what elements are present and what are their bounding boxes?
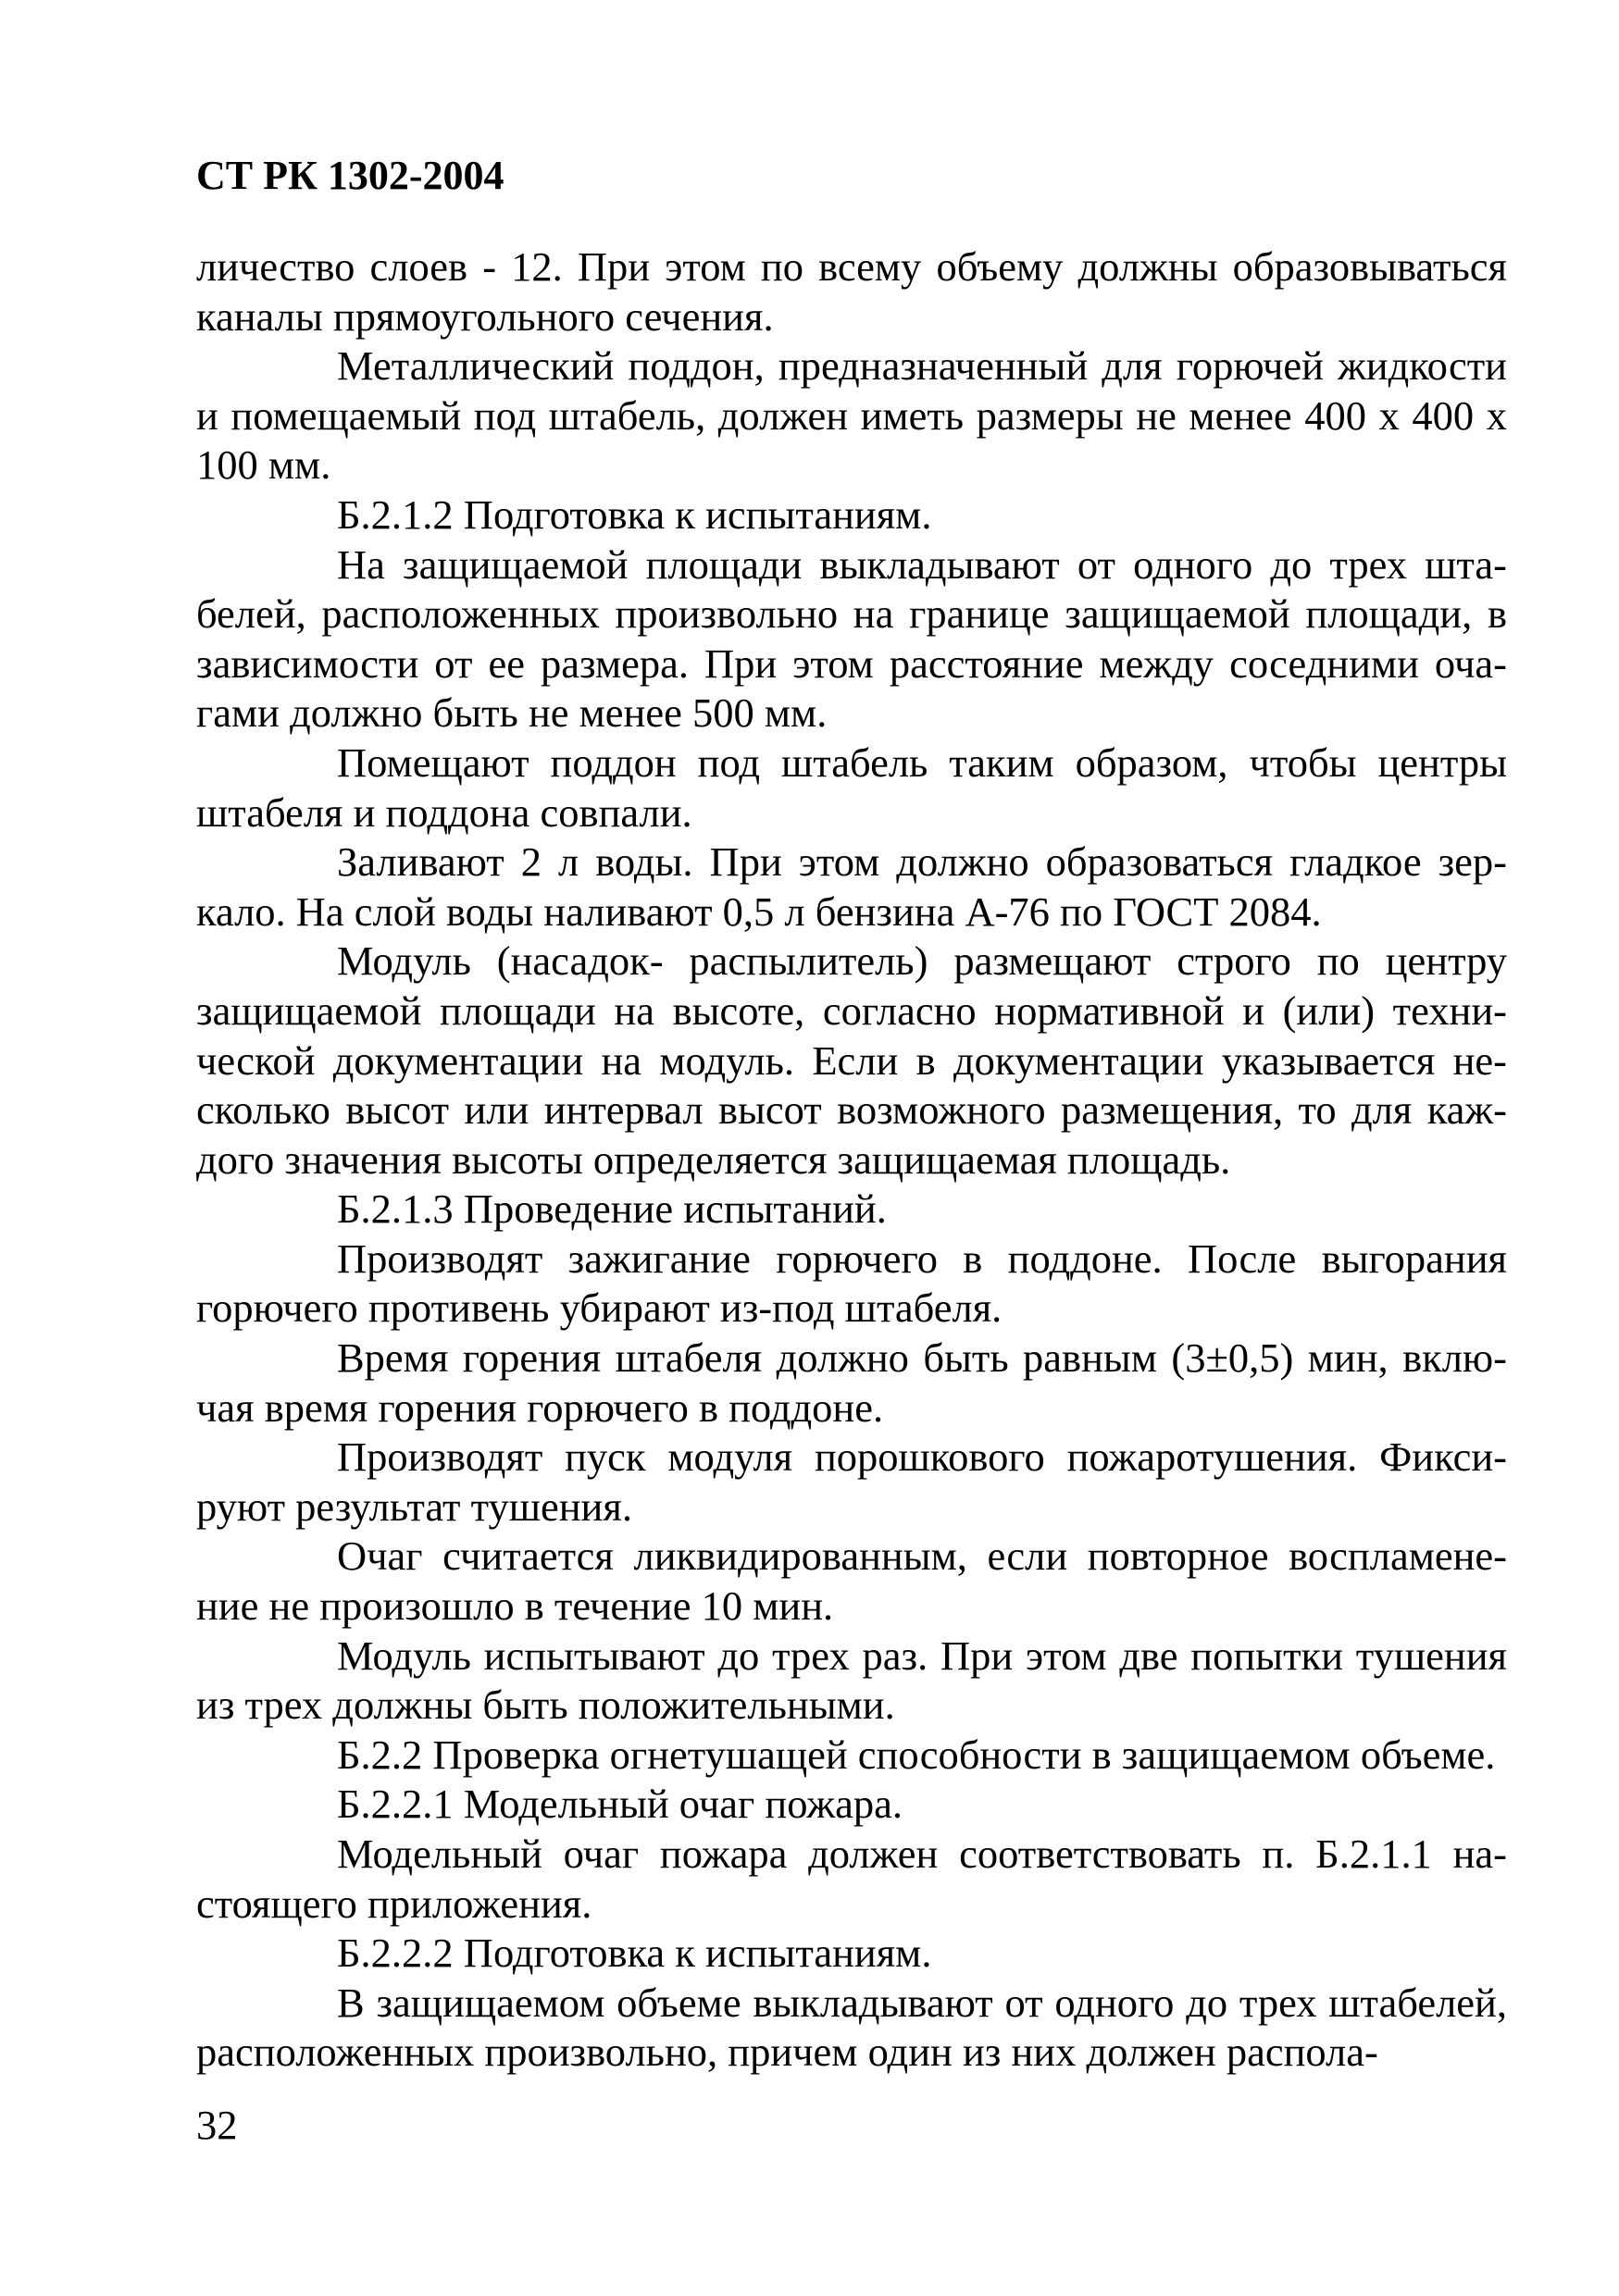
section-heading-b2-1-2: Б.2.1.2 Подготовка к испытаниям.: [337, 490, 932, 538]
page-number: 32: [196, 2102, 238, 2148]
paragraph-metal-tray: Металлический поддон, предназначенный для горючей жидкости и помещаемый под штабель, должен иметь размеры не менее 400 х 400 х 100 мм.: [196, 342, 1507, 489]
paragraph-module-start: Производят пуск модуля порошкового пожаротушения. Фиксируют результат тушения.: [196, 1433, 1507, 1530]
paragraph-fire-extinguished: Очаг считается ликвидированным, если повторное воспламенение не произошло в течение 10 мин.: [196, 1533, 1507, 1630]
paragraph-burn-time: Время горения штабеля должно быть равным (3±0,5) мин, включая время горения горючего в поддоне.: [196, 1334, 1507, 1431]
paragraph-module-placement: Модуль (насадок- распылитель) размещают строго по центру защищаемой площади на высоте, согласно нормативной и (или) технической документации на модуль. Если в документации указывается несколько высот или интервал высот возможного размещения, то для каждого значения высоты определяется защищаемая площадь.: [196, 937, 1507, 1183]
paragraph-stacks-placement: На защищаемой площади выкладывают от одного до трех штабелей, расположенных произвольно на границе защищаемой площади, в зависимости от ее размера. При этом расстояние между соседними очагами должно быть не менее 500 мм.: [196, 540, 1507, 737]
section-heading-b2-2-2: Б.2.2.2 Подготовка к испытаниям.: [337, 1930, 932, 1977]
section-heading-b2-1-3: Б.2.1.3 Проведение испытаний.: [337, 1185, 887, 1233]
paragraph-volume-stacks: В защищаемом объеме выкладывают от одного до трех штабелей, расположенных произвольно, причем один из них должен распола-: [196, 1979, 1507, 2076]
paragraph-ignition: Производят зажигание горючего в поддоне. После выгорания горючего противень убирают из-под штабеля.: [196, 1235, 1507, 1332]
document-code-header: СТ РК 1302-2004: [196, 153, 504, 198]
paragraph-water-fuel: Заливают 2 л воды. При этом должно образоваться гладкое зеркало. На слой воды наливают 0,5 л бензина А-76 по ГОСТ 2084.: [196, 838, 1507, 935]
section-heading-b2-2: Б.2.2 Проверка огнетушащей способности в защищаемом объеме.: [337, 1731, 1496, 1778]
paragraph-tray-under-stack: Помещают поддон под штабель таким образом, чтобы центры штабеля и поддона совпали.: [196, 738, 1507, 836]
paragraph-test-attempts: Модуль испытывают до трех раз. При этом две попытки тушения из трех должны быть положительными.: [196, 1632, 1507, 1729]
section-heading-b2-2-1: Б.2.2.1 Модельный очаг пожара.: [337, 1781, 903, 1828]
document-body: [196, 242, 1507, 2078]
paragraph-model-fire: Модельный очаг пожара должен соответствовать п. Б.2.1.1 настоящего приложения.: [196, 1831, 1507, 1927]
paragraph-continuation: личество слоев - 12. При этом по всему объему должны образовываться каналы прямоугольного сечения.: [196, 243, 1507, 340]
